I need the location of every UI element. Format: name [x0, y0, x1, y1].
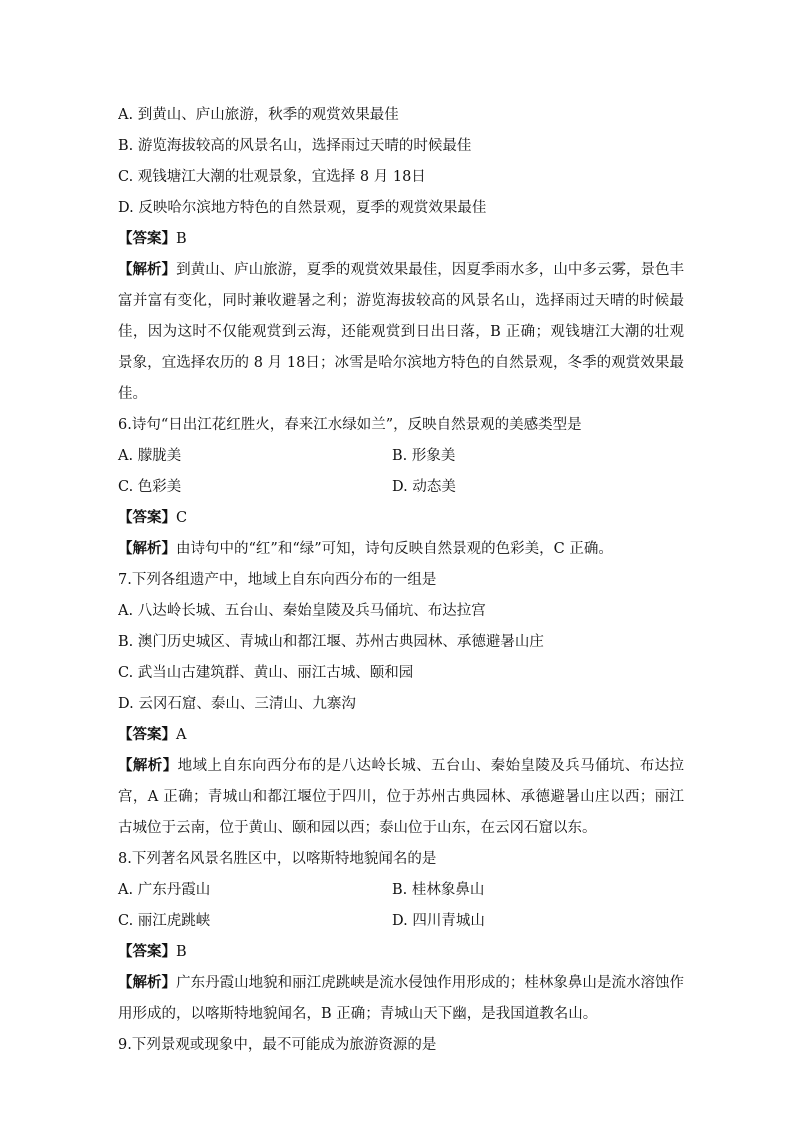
q6-stem: 6.诗句“日出江花红胜火，春来江水绿如兰”，反映自然景观的美感类型是 — [118, 417, 582, 433]
analysis-text: 到黄山、庐山旅游，夏季的观赏效果最佳，因夏季雨水多，山中多云雾，景色丰富并富有变化，同时兼收避暑之利；游览海拔较高的风景名山，选择雨过天晴的时候最佳，因为这时不仅能观赏到云海，还能观赏到日出日落，B 正确；观钱塘江大潮的壮观景象，宜选择农历的 8 月 18日；冰雪是哈尔滨地方特色的自然景观，冬季的观赏效果最佳。 — [118, 262, 685, 402]
q6-option-b: B. 形象美 — [392, 448, 456, 464]
q6-option-d: D. 动态美 — [392, 479, 456, 495]
q6-option-c: C. 色彩美 — [118, 479, 182, 495]
q6-option-a: A. 朦胧美 — [118, 448, 182, 464]
analysis-tag: 【解析】 — [118, 975, 177, 991]
answer-tag: 【答案】 — [118, 944, 176, 960]
q7-option-c: C. 武当山古建筑群、黄山、丽江古城、颐和园 — [118, 665, 414, 681]
q7-option-d: D. 云冈石窟、泰山、三清山、九寨沟 — [118, 696, 356, 712]
q8-answer — [118, 937, 684, 968]
answer-value: B — [176, 944, 187, 960]
q8-options-row-1 — [118, 875, 684, 906]
analysis-text: 由诗句中的“红”和“绿”可知，诗句反映自然景观的色彩美，C 正确。 — [176, 541, 613, 557]
answer-value: B — [176, 231, 187, 247]
q8-analysis — [118, 968, 684, 1030]
q5-answer — [118, 224, 684, 255]
q5-analysis — [118, 255, 684, 410]
q8-option-d: D. 四川青城山 — [392, 913, 485, 929]
q8-option-a: A. 广东丹霞山 — [118, 882, 211, 898]
q8-options-row-2 — [118, 906, 684, 937]
document-page — [118, 100, 684, 1061]
q5-option-a: A. 到黄山、庐山旅游，秋季的观赏效果最佳 — [118, 107, 399, 123]
analysis-tag: 【解析】 — [118, 758, 178, 774]
q6-options-row-1 — [118, 441, 684, 472]
answer-tag: 【答案】 — [118, 727, 176, 743]
q9-stem: 9.下列景观或现象中，最不可能成为旅游资源的是 — [118, 1037, 437, 1053]
q8-option-c: C. 丽江虎跳峡 — [118, 913, 211, 929]
answer-tag: 【答案】 — [118, 231, 176, 247]
analysis-text: 地域上自东向西分布的是八达岭长城、五台山、秦始皇陵及兵马俑坑、布达拉宫，A 正确；青城山和都江堰位于四川，位于苏州古典园林、承德避暑山庄以西；丽江古城位于云南，位于黄山、颐和园以西；泰山位于山东，在云冈石窟以东。 — [118, 758, 685, 836]
q7-analysis — [118, 751, 684, 844]
q7-answer — [118, 720, 684, 751]
q5-option-c: C. 观钱塘江大潮的壮观景象，宜选择 8 月 18日 — [118, 169, 426, 185]
q7-option-b: B. 澳门历史城区、青城山和都江堰、苏州古典园林、承德避暑山庄 — [118, 634, 544, 650]
answer-tag: 【答案】 — [118, 510, 176, 526]
analysis-tag: 【解析】 — [118, 262, 177, 278]
q5-option-b: B. 游览海拔较高的风景名山，选择雨过天晴的时候最佳 — [118, 138, 472, 154]
answer-value: A — [176, 727, 187, 743]
q8-stem: 8.下列著名风景名胜区中，以喀斯特地貌闻名的是 — [118, 851, 437, 867]
answer-value: C — [176, 510, 188, 526]
q7-option-a: A. 八达岭长城、五台山、秦始皇陵及兵马俑坑、布达拉宫 — [118, 603, 486, 619]
q6-answer — [118, 503, 684, 534]
q5-option-d: D. 反映哈尔滨地方特色的自然景观，夏季的观赏效果最佳 — [118, 200, 487, 216]
analysis-text: 广东丹霞山地貌和丽江虎跳峡是流水侵蚀作用形成的；桂林象鼻山是流水溶蚀作用形成的，以喀斯特地貌闻名，B 正确；青城山天下幽，是我国道教名山。 — [118, 975, 685, 1022]
analysis-tag: 【解析】 — [118, 541, 176, 557]
q6-options-row-2 — [118, 472, 684, 503]
q7-stem: 7.下列各组遗产中，地域上自东向西分布的一组是 — [118, 572, 437, 588]
q6-analysis — [118, 534, 684, 565]
q8-option-b: B. 桂林象鼻山 — [392, 882, 485, 898]
